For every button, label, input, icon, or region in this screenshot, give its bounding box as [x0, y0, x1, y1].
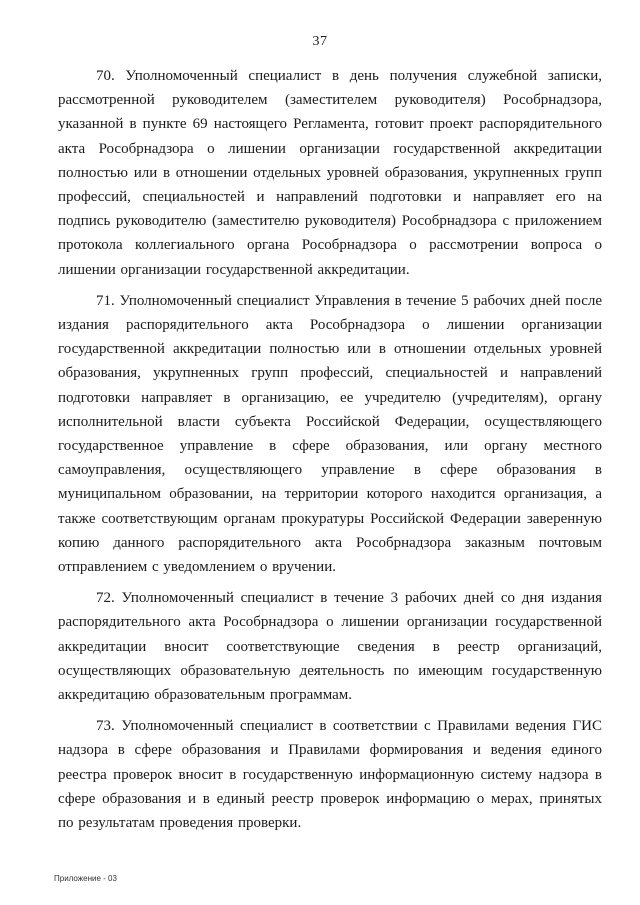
page-number: 37 [312, 34, 328, 49]
document-body [58, 64, 602, 842]
paragraph-71: 71. Уполномоченный специалист Управления в течение 5 рабочих дней после издания распорядительного акта Рособрнадзора о лишении организации государственной аккредитации полностью или в отношении отдельных уровней образования, укрупненных групп профессий, специальностей и направлений подготовки направляет в организацию, ее учредителю (учредителям), органу исполнительной власти субъекта Российской Федерации, осуществляющего государственное управление в сфере образования, или органу местного самоуправления, осуществляющего управление в сфере образования в муниципальном образовании, на территории которого находится организация, а также соответствующим органам прокуратуры Российской Федерации заверенную копию данного распорядительного акта Рособрнадзора заказным почтовым отправлением с уведомлением о вручении. [58, 292, 602, 576]
paragraph-70: 70. Уполномоченный специалист в день получения служебной записки, рассмотренной руководителем (заместителем руководителя) Рособрнадзора, указанной в пункте 69 настоящего Регламента, готовит проект распорядительного акта Рособрнадзора о лишении организации государственной аккредитации полностью или в отношении отдельных уровней образования, укрупненных групп профессий, специальностей и направлений подготовки и направляет его на подпись руководителю (заместителю руководителя) Рособрнадзора с приложением протокола коллегиального органа Рособрнадзора о рассмотрении вопроса о лишении организации государственной аккредитации. [58, 68, 602, 278]
paragraph-73: 73. Уполномоченный специалист в соответствии с Правилами ведения ГИС надзора в сфере образования и Правилами формирования и ведения единого реестра проверок вносит в государственную информационную систему надзора в сфере образования и в единый реестр проверок информацию о мерах, принятых по результатам проведения проверки. [58, 718, 602, 832]
paragraph-72: 72. Уполномоченный специалист в течение 3 рабочих дней со дня издания распорядительного акта Рособрнадзора о лишении организации государственной аккредитации вносит соответствующие сведения в реестр организаций, осуществляющих образовательную деятельность по имеющим государственную аккредитацию образовательным программам. [58, 590, 602, 704]
page-footer: Приложение - 03 [54, 874, 117, 883]
